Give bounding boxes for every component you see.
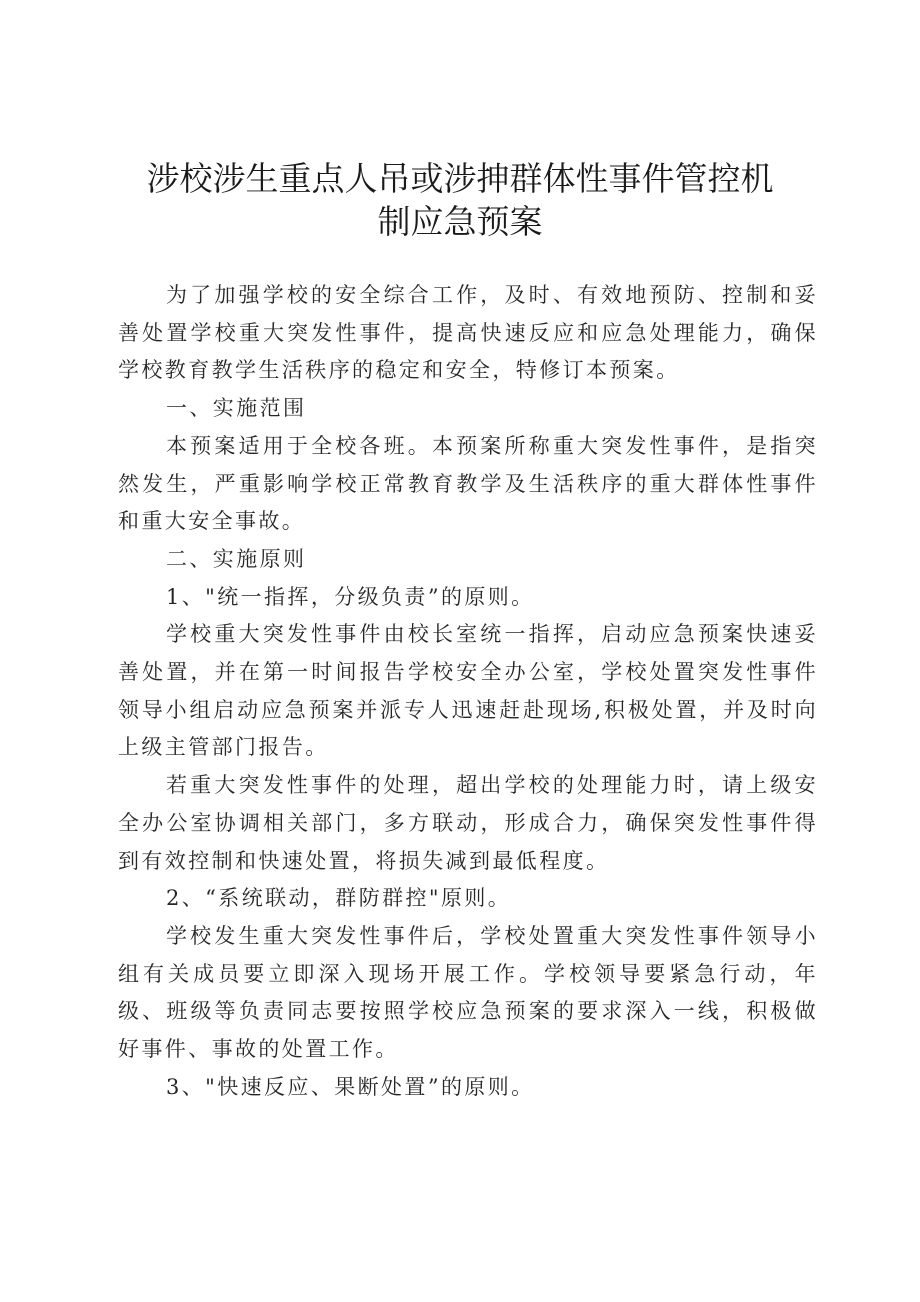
section-heading-scope: 一、实施范围 bbox=[166, 396, 307, 421]
scope-paragraph: 本预案适用于全校各班。本预案所称重大突发性事件，是指突然发生，严重影响学校正常教育教学及生活秩序的重大群体性事件和重大安全事故。 bbox=[118, 433, 818, 534]
principle-2-paragraph: 学校发生重大突发性事件后，学校处置重大突发性事件领导小组有关成员要立即深入现场开展工作。学校领导要紧急行动，年级、班级等负责同志要按照学校应急预案的要求深入一线，积极做好事件、事故的处置工作。 bbox=[118, 923, 818, 1062]
principle-1-paragraph-a: 学校重大突发性事件由校长室统一指挥，启动应急预案快速妥善处置，并在第一时间报告学校安全办公室，学校处置突发性事件领导小组启动应急预案并派专人迅速赶赴现场,积极处置，并及时向上级主管部门报告。 bbox=[118, 622, 818, 760]
principle-1-heading: 1、"统一指挥，分级负责”的原则。 bbox=[166, 584, 535, 609]
title-line-1: 涉校涉生重点人吊或涉抻群体性事件管控机 bbox=[146, 159, 774, 198]
principle-2-heading: 2、“系统联动，群防群控"原则。 bbox=[166, 886, 512, 911]
document-body bbox=[118, 277, 818, 1106]
title-line-2: 制应急预案 bbox=[377, 202, 543, 241]
section-heading-principles: 二、实施原则 bbox=[166, 546, 307, 571]
principle-1-paragraph-b: 若重大突发性事件的处理，超出学校的处理能力时，请上级安全办公室协调相关部门，多方联动，形成合力，确保突发性事件得到有效控制和快速处置，将损失减到最低程度。 bbox=[118, 773, 818, 873]
document-title bbox=[100, 157, 820, 243]
principle-3-heading: 3、"快速反应、果断处置”的原则。 bbox=[166, 1074, 535, 1099]
intro-paragraph: 为了加强学校的安全综合工作，及时、有效地预防、控制和妥善处置学校重大突发性事件，提高快速反应和应急处理能力，确保学校教育教学生活秩序的稳定和安全，特修订本预案。 bbox=[118, 283, 818, 383]
